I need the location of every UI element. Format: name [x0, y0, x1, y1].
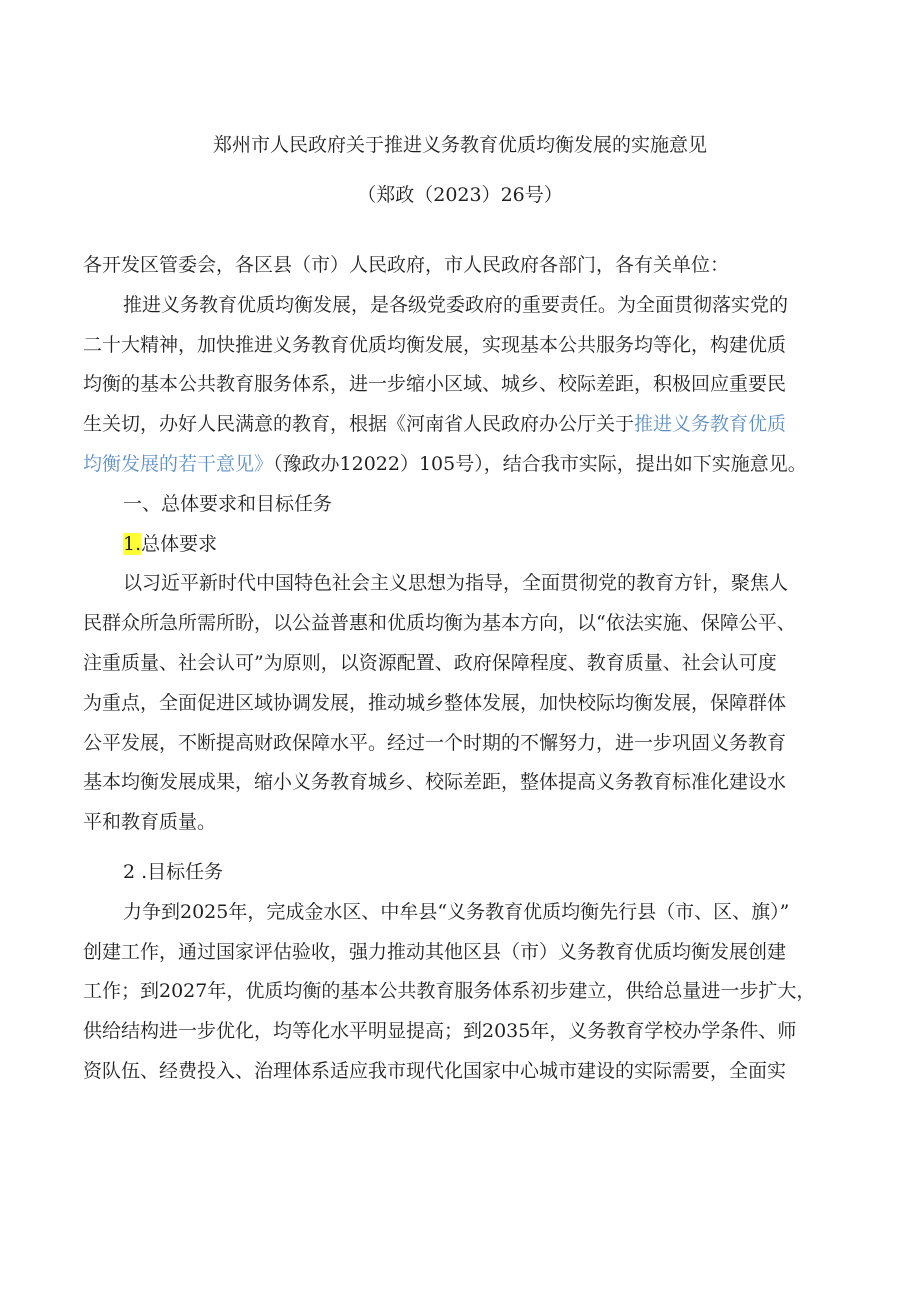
subsection-number: 1.: [123, 532, 142, 555]
paragraph-line: 供给结构进一步优化，均等化水平明显提高；到2035年，义务教育学校办学条件、师: [83, 1020, 797, 1043]
document-number: （郑政（2023）26号）: [357, 184, 563, 206]
intro-line: [83, 445, 835, 485]
paragraph-line: 以习近平新时代中国特色社会主义思想为指导，全面贯彻党的教育方针，聚焦人: [123, 572, 789, 595]
intro-line: 二十大精神，加快推进义务教育优质均衡发展，实现基本公共服务均等化，构建优质: [83, 333, 787, 356]
section-heading: 一、总体要求和目标任务: [123, 492, 333, 515]
document-body: [83, 246, 835, 1092]
intro-paragraph: [83, 286, 835, 485]
policy-link[interactable]: 均衡发展的若干意见》: [83, 452, 274, 475]
paragraph-line: 基本均衡发展成果，缩小义务教育城乡、校际差距，整体提高义务教育标准化建设水: [83, 771, 787, 794]
paragraph-line: 公平发展，不断提高财政保障水平。经过一个时期的不懈努力，进一步巩固义务教育: [83, 731, 787, 754]
paragraph-line: 资队伍、经费投入、治理体系适应我市现代化国家中心城市建设的实际需要，全面实: [83, 1059, 787, 1082]
paragraph-line: 力争到2025年，完成金水区、中牟县“义务教育优质均衡先行县（市、区、旗）”: [123, 900, 790, 923]
intro-line-text: 生关切，办好人民满意的教育，根据《河南省人民政府办公厅关于: [83, 413, 635, 436]
paragraph-line: 工作；到2027年，优质均衡的基本公共教育服务体系初步建立，供给总量进一步扩大，: [83, 980, 816, 1003]
intro-line: [83, 405, 835, 445]
general-requirements-paragraph: [83, 564, 835, 843]
intro-line-text: （豫政办12022）105号），结合我市实际，提出如下实施意见。: [273, 452, 807, 475]
subsection-heading: 2 .目标任务: [123, 860, 224, 883]
intro-line: 均衡的基本公共教育服务体系，进一步缩小区域、城乡、校际差距，积极回应重要民: [83, 373, 787, 396]
subsection-heading: [83, 525, 835, 565]
paragraph-line: 创建工作，通过国家评估验收，强力推动其他区县（市）义务教育优质均衡发展创建: [83, 940, 787, 963]
salutation: 各开发区管委会，各区县（市）人民政府，市人民政府各部门，各有关单位：: [83, 254, 730, 276]
intro-line: 推进义务教育优质均衡发展，是各级党委政府的重要责任。为全面贯彻落实党的: [123, 293, 789, 316]
paragraph-gap: [83, 843, 835, 853]
paragraph-line: 平和教育质量。: [83, 811, 217, 834]
paragraph-line: 民群众所急所需所盼，以公益普惠和优质均衡为基本方向，以“依法实施、保障公平、: [83, 612, 796, 635]
paragraph-line: 为重点，全面促进区域协调发展，推动城乡整体发展，加快校际均衡发展，保障群体: [83, 691, 787, 714]
document-title: 郑州市人民政府关于推进义务教育优质均衡发展的实施意见: [212, 134, 707, 156]
policy-link[interactable]: 推进义务教育优质: [634, 413, 787, 436]
subsection-title: 总体要求: [141, 532, 218, 555]
targets-paragraph: [83, 893, 835, 1092]
paragraph-line: 注重质量、社会认可”为原则，以资源配置、政府保障程度、教育质量、社会认可度: [83, 651, 777, 674]
